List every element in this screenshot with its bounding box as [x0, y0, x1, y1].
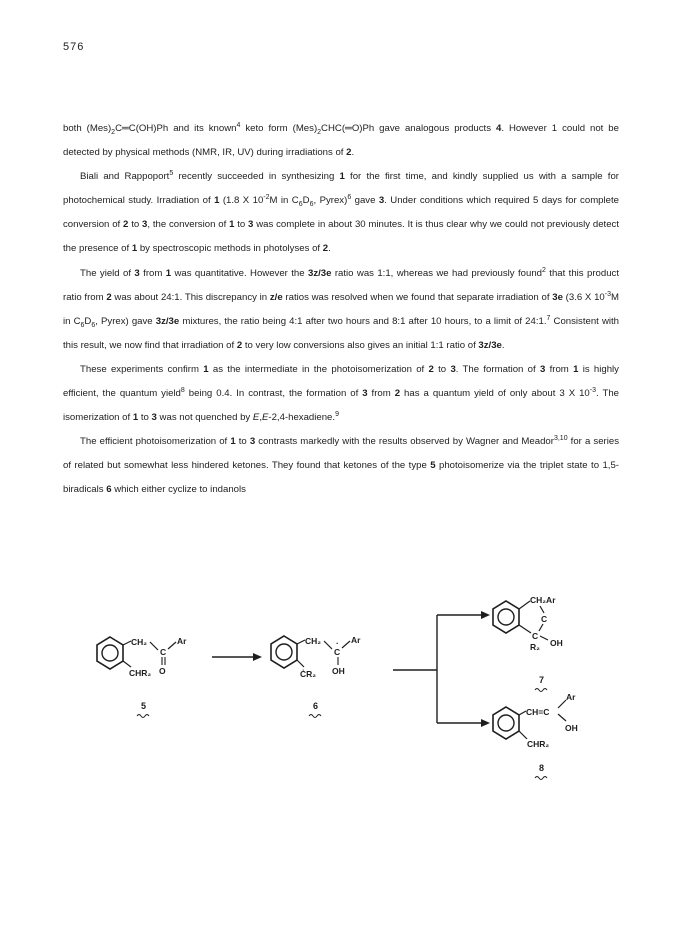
branch-arrows	[393, 611, 490, 727]
c5-oxygen: O	[159, 666, 166, 676]
benzene-ring-6	[271, 636, 297, 668]
text-segment: 1	[132, 412, 139, 424]
text-segment: 1	[229, 219, 235, 231]
text-segment: , Pyrex)	[313, 195, 348, 207]
text-segment: from	[139, 267, 166, 279]
text-segment: ratios was resolved when we found that separate irradiation of	[282, 291, 553, 303]
text-segment: .	[328, 243, 331, 255]
text-segment: contrasts markedly with the results observed by Wagner and Meador	[255, 436, 554, 448]
text-segment: ratio was 1:1, whereas we had previously found	[331, 267, 542, 279]
benzene-ring-7	[493, 601, 519, 633]
c7-r2: R₂	[530, 642, 540, 652]
text-segment: 4	[495, 123, 502, 134]
aromatic-circle-6	[276, 644, 292, 660]
text-segment: C═C(OH)Ph and its known	[115, 123, 237, 134]
text-segment: 2	[394, 388, 401, 400]
text-segment: 1	[203, 363, 209, 375]
text-segment: which either cyclize to indanols	[111, 484, 246, 496]
text-segment: . The isomerization of	[63, 388, 619, 424]
c6-carbon: C	[334, 647, 341, 657]
aromatic-circle-5	[102, 645, 118, 661]
text-segment: was not quenched by	[156, 412, 253, 424]
c8-oh: OH	[565, 723, 578, 733]
text-segment: to	[234, 219, 249, 231]
text-segment: 3z/3e	[155, 315, 180, 327]
compound-5-label: 5	[141, 701, 147, 711]
text-segment: 6	[91, 321, 96, 329]
text-segment: to	[433, 363, 451, 375]
text-segment: (1.8 X 10	[219, 195, 264, 207]
text-segment: The efficient photoisomerization of	[80, 436, 231, 448]
text-segment: to	[138, 412, 152, 424]
c6-ch2: CH₂	[305, 636, 322, 646]
text-segment: gave	[351, 195, 379, 207]
text-segment: D	[302, 195, 310, 207]
text-segment: Biali and Rappoport	[80, 171, 170, 183]
text-segment: 3z/3e	[478, 339, 502, 351]
c8-chr2: CHR₂	[527, 739, 550, 749]
text-segment: has a quantum yield of only about 3 X 10	[400, 388, 590, 400]
compound-5	[97, 636, 187, 718]
text-segment: 2	[428, 363, 434, 375]
text-segment: -3	[604, 290, 611, 298]
text-segment: 1	[573, 363, 579, 375]
text-segment: 3	[134, 267, 140, 279]
c6-cr2: ĊR₂	[300, 669, 317, 679]
text-segment: 2	[346, 147, 352, 159]
c7-oh: OH	[550, 638, 563, 648]
text-segment: . However 1 could not be detected by physical methods (NMR, IR, UV) during irradiations of	[63, 123, 619, 159]
text-segment: 2	[542, 266, 546, 274]
text-segment: 2	[322, 243, 329, 255]
text-segment: 4	[236, 121, 241, 129]
aromatic-circle-7	[498, 609, 514, 625]
text-segment: 3z/3e	[307, 267, 332, 279]
body-text	[63, 117, 619, 503]
text-segment: z/e	[269, 291, 283, 303]
c5-ch2: CH₂	[131, 637, 148, 647]
text-segment: photoisomerize via the triplet state to 1,5-biradicals	[63, 460, 619, 496]
paragraph-3	[63, 262, 619, 358]
compound-8	[493, 692, 578, 780]
paragraph-2	[63, 165, 619, 261]
text-segment: 2	[111, 128, 116, 136]
c5-chr2: CHR₂	[129, 668, 152, 678]
text-segment: from	[367, 388, 395, 400]
compound-6	[271, 635, 361, 718]
c7-carbon-2: C	[532, 631, 539, 641]
text-segment: keto form (Mes)	[240, 123, 318, 134]
text-segment: was quantitative. However the	[171, 267, 308, 279]
text-segment: 2	[317, 128, 322, 136]
text-segment: -3	[589, 386, 596, 394]
text-segment: to	[128, 219, 143, 231]
text-segment: 3	[249, 436, 256, 448]
compound-8-label: 8	[539, 763, 545, 773]
text-segment: E	[252, 412, 260, 424]
text-segment: 1	[165, 267, 172, 279]
text-segment: 2	[123, 219, 129, 231]
text-segment: E	[261, 412, 269, 424]
text-segment: 3	[362, 388, 368, 400]
text-segment: 2	[106, 291, 112, 303]
text-segment: .	[351, 147, 355, 159]
text-segment: 6	[347, 194, 352, 202]
text-segment: 3	[450, 363, 456, 375]
text-segment: These experiments confirm	[80, 363, 204, 375]
text-segment: M in C	[269, 195, 299, 207]
text-segment: ,	[259, 412, 262, 424]
benzene-ring-5	[97, 637, 123, 669]
text-segment: 3,10	[553, 435, 568, 443]
text-segment: Consistent with this result, we now find that irradiation of	[63, 315, 620, 351]
paragraph-1	[63, 117, 619, 165]
c6-oh: OH	[332, 666, 345, 676]
text-segment: D	[84, 315, 92, 327]
text-segment: 1	[230, 436, 236, 448]
text-segment: 3	[248, 219, 254, 231]
c5-ar: Ar	[177, 636, 187, 646]
text-segment: 3	[539, 363, 546, 375]
text-segment: was complete in about 30 minutes. It is thus clear why we could not previously detect the presence of	[63, 219, 619, 255]
text-segment: from	[545, 363, 574, 375]
text-segment: 1	[214, 195, 220, 207]
c8-ar: Ar	[566, 692, 576, 702]
text-segment: was about 24:1. This discrepancy in	[111, 291, 270, 303]
paragraph-4	[63, 358, 619, 430]
text-segment: . Under conditions which required 5 days for complete conversion of	[63, 195, 619, 231]
text-segment: for the first time, and kindly supplied us with a sample for photochemical study. Irradiation of	[63, 171, 619, 207]
benzene-ring-8	[493, 707, 519, 739]
text-segment: 6	[309, 201, 314, 209]
text-segment: by spectroscopic methods in photolyses of	[137, 243, 323, 255]
text-segment: -2	[263, 194, 270, 202]
text-segment: 5	[430, 460, 436, 472]
text-segment: 1	[339, 171, 345, 183]
text-segment: . The formation of	[455, 363, 540, 375]
c7-ch2ar: CH₂Ar	[530, 595, 556, 605]
text-segment: 6	[298, 201, 303, 209]
text-segment: that this product ratio from	[63, 267, 619, 303]
text-segment: .	[501, 339, 505, 351]
text-segment: 3	[142, 219, 148, 231]
text-segment: The yield of	[80, 267, 135, 279]
text-segment: for a series of related but somewhat less hindered ketones. They found that ketones of the type	[63, 436, 619, 472]
reaction-scheme	[0, 575, 680, 795]
text-segment: to very low conversions also gives an initial 1:1 ratio of	[242, 339, 479, 351]
text-segment: (3.6 X 10	[562, 291, 605, 303]
text-segment: to	[235, 436, 250, 448]
text-segment: 8	[180, 386, 185, 394]
text-segment: is highly efficient, the quantum yield	[63, 363, 619, 400]
text-segment: , the conversion of	[147, 219, 230, 231]
text-segment: 3	[378, 195, 385, 207]
text-segment: -2,4-hexadiene.	[268, 412, 336, 424]
c6-ar: Ar	[351, 635, 361, 645]
aromatic-circle-8	[498, 715, 514, 731]
c8-ch-eq-c: CH=C	[526, 707, 550, 717]
text-segment: being 0.4. In contrast, the formation of	[184, 388, 363, 400]
text-segment: 6	[80, 321, 85, 329]
text-segment: 9	[335, 410, 339, 418]
c6-radical-dot: ·	[336, 638, 339, 648]
text-segment: CHC(═O)Ph gave analogous products	[321, 123, 496, 134]
text-segment: both (Mes)	[63, 123, 112, 134]
text-segment: 3	[151, 412, 157, 424]
page-number: 576	[63, 41, 85, 53]
text-segment: M in C	[63, 291, 619, 327]
text-segment: recently succeeded in synthesizing	[173, 171, 340, 183]
text-segment: 7	[546, 314, 551, 322]
text-segment: 1	[131, 243, 138, 255]
text-segment: 3e	[552, 291, 563, 303]
c7-carbon-1: C	[541, 614, 548, 624]
text-segment: as the intermediate in the photoisomerization of	[208, 363, 429, 375]
paragraph-5	[63, 430, 619, 502]
c5-carbon: C	[160, 647, 167, 657]
text-segment: 6	[106, 484, 112, 496]
compound-7-label: 7	[539, 675, 545, 685]
compound-6-label: 6	[313, 701, 319, 711]
compound-7	[493, 595, 563, 692]
text-segment: mixtures, the ratio being 4:1 after two hours and 8:1 after 10 hours, to a limit of 24:1.	[179, 315, 547, 327]
text-segment: 5	[169, 170, 174, 177]
text-segment: , Pyrex) gave	[95, 315, 156, 327]
text-segment: 2	[236, 339, 243, 351]
